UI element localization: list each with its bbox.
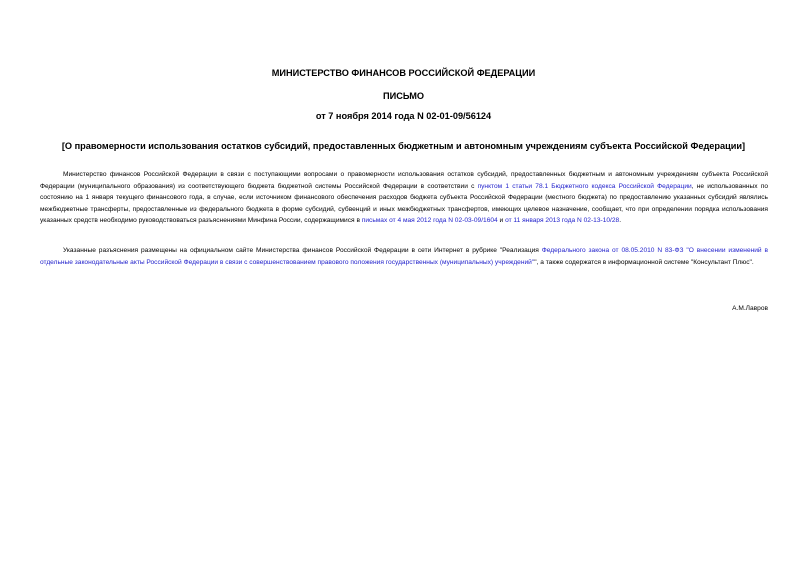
federal-law-link[interactable]: Федерального закона от 08.05.2010 N 83-ФЗ "О внесении изменений в отдельные законодательные акты Российской Федерации в связи с совершенствованием правового положения государственных (муниципальных) учреждений" xyxy=(40,247,768,266)
paragraph-text: , не использованных по состоянию на 1 января текущего финансового года, в случае, если источником финансового обеспечения расходов бюджета субъекта Российской Федерации (местного бюджета) по предоставлению указанных субсидий являлись межбюджетные трансферты, предоставленные из федерального бюджета в форме субсидий, субвенций и иных межбюджетных трансфертов, имеющих целевое назначение, сообщает, что при определении порядка использования указанных средств необходимо руководствоваться разъяснениями Минфина России, содержащимися в xyxy=(40,182,768,225)
document-date: от 7 ноября 2014 года N 02-01-09/56124 xyxy=(315,111,492,121)
paragraph-text: Министерство финансов Российской Федерации в связи с поступающими вопросами о правомерности использования остатков субсидий, предоставленных бюджетным и автономным учреждениям субъекта Российской Федерации (муниципального образования) из соответствующего бюджета бюджетной системы Российской Федерации в соответствии с xyxy=(40,171,768,190)
letter-2012-link[interactable]: письмах от 4 мая 2012 года N 02-03-09/1604 xyxy=(361,217,498,225)
letter-2013-link[interactable]: от 11 января 2013 года N 02-13-10/28 xyxy=(505,217,620,225)
paragraph-text: Указанные разъяснения размещены на официальном сайте Министерства финансов Российской Федерации в сети Интернет в рубрике "Реализация xyxy=(63,247,542,254)
paragraph-text: ", а также содержатся в информационной системе "Консультант Плюс". xyxy=(534,258,754,266)
paragraph-text: . xyxy=(619,217,622,225)
paragraph-text: и xyxy=(497,217,506,225)
budget-code-link[interactable]: пунктом 1 статьи 78.1 Бюджетного кодекса Российской Федерации xyxy=(477,182,692,190)
paragraph-1 xyxy=(40,169,768,227)
document-subject: [О правомерности использования остатков субсидий, предоставленных бюджетным и автономным учреждениям субъекта Российской Федерации] xyxy=(61,141,746,151)
signature: А.М.Лавров xyxy=(732,305,768,312)
ministry-heading: МИНИСТЕРСТВО ФИНАНСОВ РОССИЙСКОЙ ФЕДЕРАЦИИ xyxy=(271,68,536,78)
document-type: ПИСЬМО xyxy=(382,91,425,101)
paragraph-2 xyxy=(40,245,768,268)
